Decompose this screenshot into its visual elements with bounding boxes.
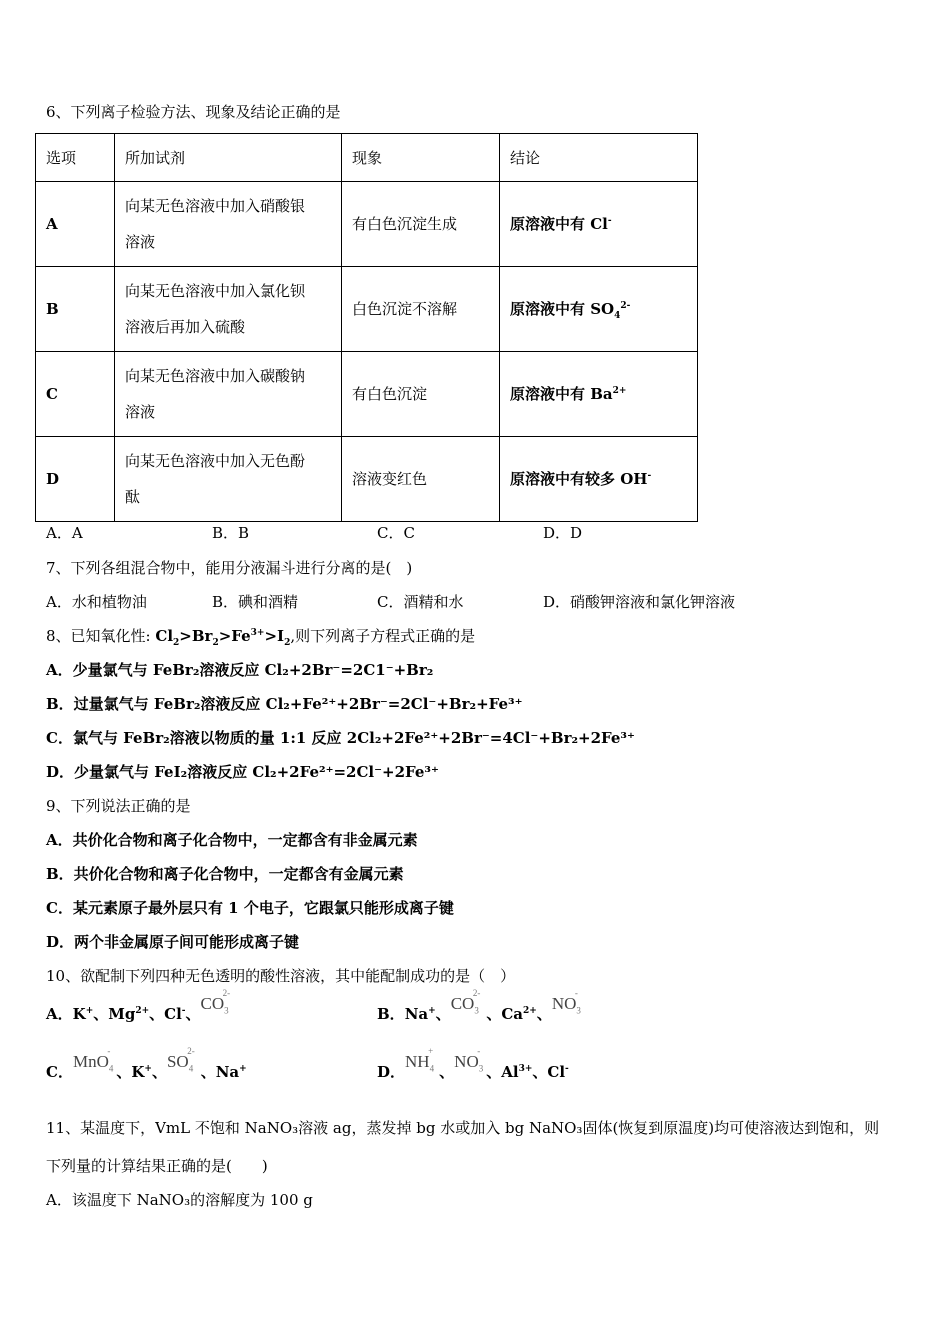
- q10-option-b[interactable]: B．Na+、$CO_3^{2-}$、$Ca^{2+}$、$NO_3^-$: [377, 988, 581, 1023]
- q8-option-b[interactable]: B．过量氯气与 FeBr₂溶液反应 Cl₂+Fe²⁺+2Br⁻=2Cl⁻+Br₂+Fe³⁺: [46, 695, 523, 713]
- row-phenomenon: 有白色沉淀: [342, 352, 500, 437]
- header-phenomenon: 现象: [342, 134, 500, 182]
- q11-option-a[interactable]: A．该温度下 NaNO₃的溶解度为 100 g: [46, 1191, 313, 1209]
- q6-choice-b[interactable]: B．B: [212, 524, 250, 542]
- q6-stem: 6、下列离子检验方法、现象及结论正确的是: [46, 103, 341, 121]
- row-reagent: 向某无色溶液中加入氯化钡 溶液后再加入硫酸: [115, 267, 342, 352]
- q7-choice-d[interactable]: D．硝酸钾溶液和氯化钾溶液: [543, 593, 736, 611]
- q9-option-d[interactable]: D．两个非金属原子间可能形成离子键: [46, 933, 300, 951]
- table-row: [36, 437, 698, 522]
- row-conclusion: 原溶液中有 Cl-: [500, 182, 698, 267]
- q6-choice-a[interactable]: A．A: [46, 524, 83, 542]
- q8-option-c[interactable]: C．氯气与 FeBr₂溶液以物质的量 1:1 反应 2Cl₂+2Fe²⁺+2Br⁻=4Cl⁻+Br₂+2Fe³⁺: [46, 729, 635, 747]
- row-reagent: 向某无色溶液中加入无色酚 酞: [115, 437, 342, 522]
- row-conclusion: 原溶液中有 $SO_4^{2-}$: [500, 267, 698, 352]
- q7-choice-b[interactable]: B．碘和酒精: [212, 593, 299, 611]
- q9-stem: 9、下列说法正确的是: [46, 797, 191, 815]
- row-conclusion: 原溶液中有 $Ba^{2+}$: [500, 352, 698, 437]
- row-reagent: 向某无色溶液中加入碳酸钠 溶液: [115, 352, 342, 437]
- table-row: [36, 182, 698, 267]
- q7-stem: 7、下列各组混合物中，能用分液漏斗进行分离的是( ): [46, 559, 413, 577]
- q9-option-b[interactable]: B．共价化合物和离子化合物中，一定都含有金属元素: [46, 865, 404, 883]
- q6-choice-d[interactable]: D．D: [543, 524, 583, 542]
- q11-stem-line2: 下列量的计算结果正确的是( ): [46, 1157, 268, 1175]
- q8-option-d[interactable]: D．少量氯气与 FeI₂溶液反应 Cl₂+2Fe²⁺=2Cl⁻+2Fe³⁺: [46, 763, 439, 781]
- header-option: 选项: [36, 134, 115, 182]
- q6-table: [35, 133, 698, 522]
- row-option: C: [36, 352, 115, 437]
- q9-option-c[interactable]: C．某元素原子最外层只有 1 个电子，它跟氯只能形成离子键: [46, 899, 454, 917]
- q10-option-a[interactable]: A．K+、$Mg^{2+}$、Cl-、$CO_3^{2-}$: [46, 988, 231, 1023]
- row-reagent: 向某无色溶液中加入硝酸银 溶液: [115, 182, 342, 267]
- header-reagent: 所加试剂: [115, 134, 342, 182]
- row-conclusion: 原溶液中有较多 OH-: [500, 437, 698, 522]
- q8-stem: 8、已知氧化性: $Cl_2>Br_2>Fe^{3+}>I_2$,则下列离子方程式正确的是: [46, 627, 476, 648]
- table-row: [36, 352, 698, 437]
- header-conclusion: 结论: [500, 134, 698, 182]
- row-option: D: [36, 437, 115, 522]
- q9-option-a[interactable]: A．共价化合物和离子化合物中，一定都含有非金属元素: [46, 831, 418, 849]
- q10-stem: 10、欲配制下列四种无色透明的酸性溶液，其中能配制成功的是（ ）: [46, 967, 516, 985]
- table-row: [36, 267, 698, 352]
- q7-choice-a[interactable]: A．水和植物油: [46, 593, 147, 611]
- q6-choice-c[interactable]: C．C: [377, 524, 415, 542]
- row-phenomenon: 溶液变红色: [342, 437, 500, 522]
- q11-stem-line1: 11、某温度下，VmL 不饱和 NaNO₃溶液 ag，蒸发掉 bg 水或加入 bg NaNO₃固体(恢复到原温度)均可使溶液达到饱和，则: [46, 1119, 880, 1137]
- q10-option-c[interactable]: C．MnO$_4$-、K+、$SO_4^{2-}$、Na+: [46, 1046, 247, 1081]
- row-option: B: [36, 267, 115, 352]
- row-phenomenon: 白色沉淀不溶解: [342, 267, 500, 352]
- q8-option-a[interactable]: A．少量氯气与 FeBr₂溶液反应 Cl₂+2Br⁻=2C1⁻+Br₂: [46, 661, 434, 679]
- q7-choice-c[interactable]: C．酒精和水: [377, 593, 464, 611]
- q10-option-d[interactable]: D．$NH_4^+$、$NO_3^-$、$Al^{3+}$、Cl-: [377, 1046, 569, 1081]
- row-option: A: [36, 182, 115, 267]
- row-phenomenon: 有白色沉淀生成: [342, 182, 500, 267]
